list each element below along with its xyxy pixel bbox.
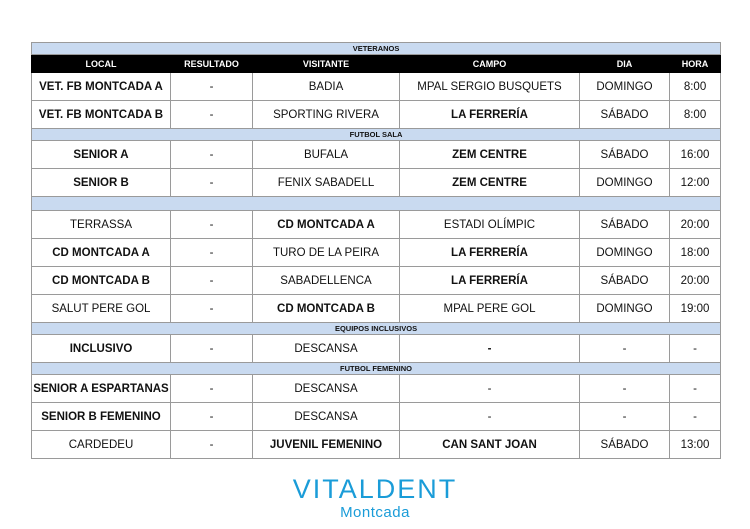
- result-cell: -: [171, 73, 253, 101]
- result-cell: -: [171, 295, 253, 323]
- day-cell: DOMINGO: [580, 295, 670, 323]
- day-cell: -: [580, 335, 670, 363]
- visitor-cell: FENIX SABADELL: [253, 169, 400, 197]
- visitor-cell: DESCANSA: [253, 335, 400, 363]
- visitor-cell: CD MONTCADA A: [253, 211, 400, 239]
- day-cell: -: [580, 403, 670, 431]
- visitor-cell: CD MONTCADA B: [253, 295, 400, 323]
- table-row: [32, 73, 721, 101]
- table-row: [32, 431, 721, 459]
- section-title: FUTBOL SALA: [32, 129, 721, 141]
- time-cell: 20:00: [670, 267, 721, 295]
- visitor-cell: JUVENIL FEMENINO: [253, 431, 400, 459]
- table-row: [32, 335, 721, 363]
- column-header: VISITANTE: [253, 55, 400, 73]
- day-cell: SÁBADO: [580, 431, 670, 459]
- field-cell: ESTADI OLÍMPIC: [400, 211, 580, 239]
- table-row: [32, 169, 721, 197]
- visitor-cell: TURO DE LA PEIRA: [253, 239, 400, 267]
- column-header: LOCAL: [32, 55, 171, 73]
- table-row: [32, 101, 721, 129]
- visitor-cell: BADIA: [253, 73, 400, 101]
- table-row: [32, 403, 721, 431]
- field-cell: LA FERRERÍA: [400, 101, 580, 129]
- time-cell: 16:00: [670, 141, 721, 169]
- logo-subtitle: Montcada: [340, 504, 410, 521]
- local-cell: CD MONTCADA A: [32, 239, 171, 267]
- vitaldent-logo: VITALDENT: [292, 474, 458, 504]
- result-cell: -: [171, 431, 253, 459]
- result-cell: -: [171, 211, 253, 239]
- section-title: VETERANOS: [32, 43, 721, 55]
- section-title: FUTBOL FEMENINO: [32, 363, 721, 375]
- result-cell: -: [171, 335, 253, 363]
- field-cell: CAN SANT JOAN: [400, 431, 580, 459]
- time-cell: -: [670, 403, 721, 431]
- visitor-cell: SPORTING RIVERA: [253, 101, 400, 129]
- section-row: [32, 323, 721, 335]
- table-row: [32, 239, 721, 267]
- time-cell: -: [670, 375, 721, 403]
- visitor-cell: DESCANSA: [253, 403, 400, 431]
- local-cell: SENIOR B: [32, 169, 171, 197]
- section-title: [32, 197, 721, 211]
- local-cell: SENIOR A: [32, 141, 171, 169]
- field-cell: ZEM CENTRE: [400, 141, 580, 169]
- field-cell: LA FERRERÍA: [400, 267, 580, 295]
- column-header: CAMPO: [400, 55, 580, 73]
- result-cell: -: [171, 267, 253, 295]
- time-cell: 18:00: [670, 239, 721, 267]
- schedule-table: [31, 42, 721, 459]
- table-row: [32, 375, 721, 403]
- field-cell: LA FERRERÍA: [400, 239, 580, 267]
- table-row: [32, 211, 721, 239]
- section-row: [32, 43, 721, 55]
- local-cell: CARDEDEU: [32, 431, 171, 459]
- result-cell: -: [171, 101, 253, 129]
- day-cell: SÁBADO: [580, 101, 670, 129]
- local-cell: VET. FB MONTCADA B: [32, 101, 171, 129]
- time-cell: 8:00: [670, 73, 721, 101]
- local-cell: CD MONTCADA B: [32, 267, 171, 295]
- table-row: [32, 267, 721, 295]
- time-cell: 8:00: [670, 101, 721, 129]
- day-cell: DOMINGO: [580, 239, 670, 267]
- local-cell: TERRASSA: [32, 211, 171, 239]
- section-title: EQUIPOS INCLUSIVOS: [32, 323, 721, 335]
- local-cell: INCLUSIVO: [32, 335, 171, 363]
- local-cell: VET. FB MONTCADA A: [32, 73, 171, 101]
- field-cell: MPAL SERGIO BUSQUETS: [400, 73, 580, 101]
- column-header: DIA: [580, 55, 670, 73]
- local-cell: SENIOR A ESPARTANAS: [32, 375, 171, 403]
- day-cell: SÁBADO: [580, 267, 670, 295]
- section-row: [32, 197, 721, 211]
- section-row: [32, 129, 721, 141]
- day-cell: DOMINGO: [580, 169, 670, 197]
- time-cell: -: [670, 335, 721, 363]
- result-cell: -: [171, 375, 253, 403]
- visitor-cell: SABADELLENCA: [253, 267, 400, 295]
- field-cell: ZEM CENTRE: [400, 169, 580, 197]
- result-cell: -: [171, 169, 253, 197]
- time-cell: 12:00: [670, 169, 721, 197]
- table-row: [32, 295, 721, 323]
- field-cell: -: [400, 403, 580, 431]
- time-cell: 20:00: [670, 211, 721, 239]
- day-cell: -: [580, 375, 670, 403]
- section-row: [32, 363, 721, 375]
- header-row: [32, 55, 721, 73]
- result-cell: -: [171, 239, 253, 267]
- visitor-cell: BUFALA: [253, 141, 400, 169]
- result-cell: -: [171, 141, 253, 169]
- time-cell: 19:00: [670, 295, 721, 323]
- field-cell: -: [400, 335, 580, 363]
- column-header: HORA: [670, 55, 721, 73]
- field-cell: -: [400, 375, 580, 403]
- column-header: RESULTADO: [171, 55, 253, 73]
- day-cell: DOMINGO: [580, 73, 670, 101]
- field-cell: MPAL PERE GOL: [400, 295, 580, 323]
- table-row: [32, 141, 721, 169]
- day-cell: SÁBADO: [580, 211, 670, 239]
- day-cell: SÁBADO: [580, 141, 670, 169]
- local-cell: SALUT PERE GOL: [32, 295, 171, 323]
- visitor-cell: DESCANSA: [253, 375, 400, 403]
- result-cell: -: [171, 403, 253, 431]
- local-cell: SENIOR B FEMENINO: [32, 403, 171, 431]
- time-cell: 13:00: [670, 431, 721, 459]
